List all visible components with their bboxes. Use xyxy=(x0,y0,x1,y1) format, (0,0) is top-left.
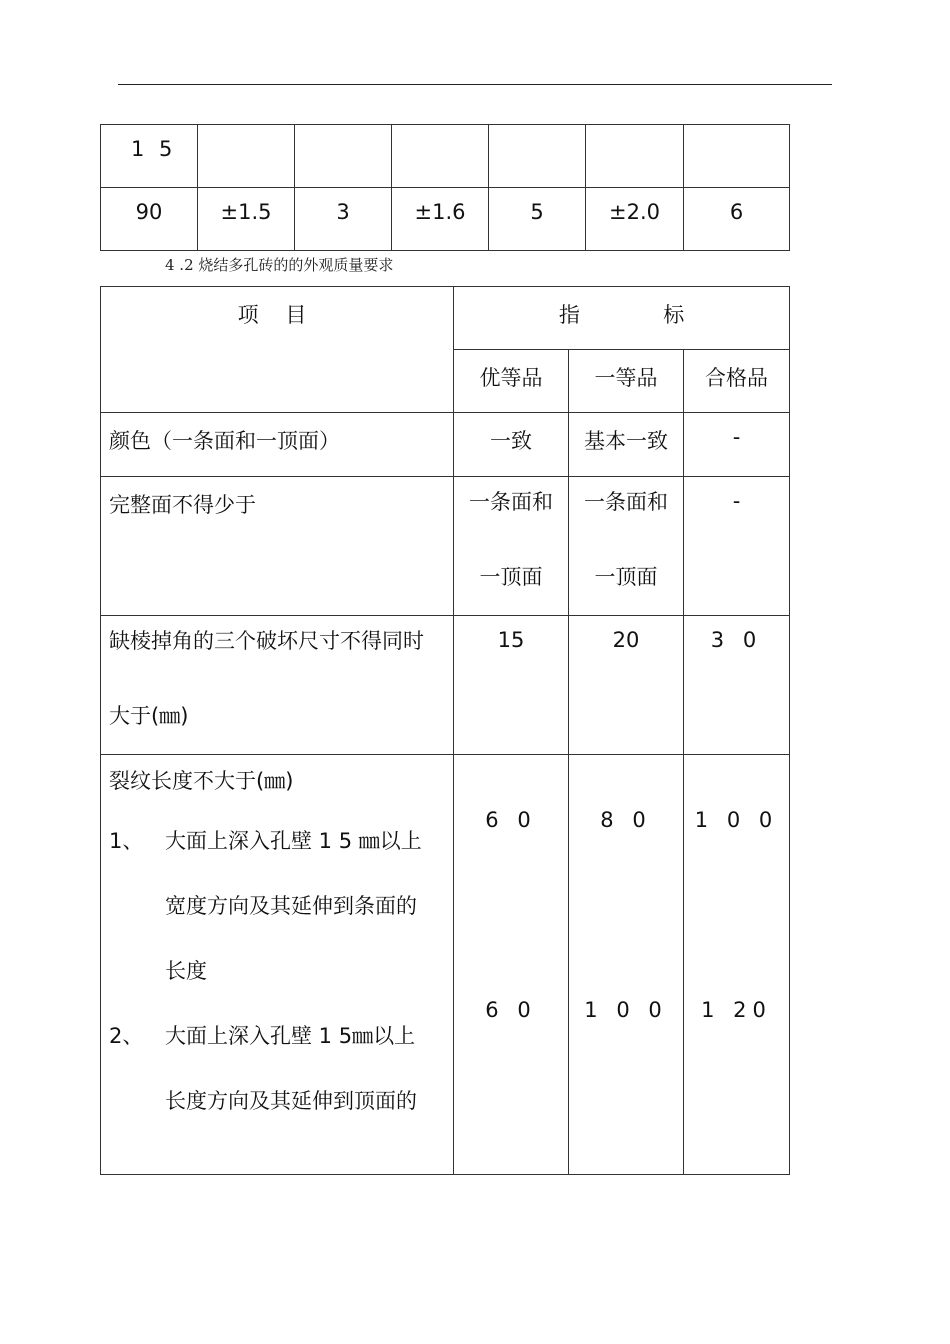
table-cell: 6 xyxy=(684,188,790,251)
table-cell: 一致 xyxy=(454,413,569,477)
cell-line: 一条面和 xyxy=(584,490,668,514)
cell-line: 缺棱掉角的三个破坏尺寸不得同时 xyxy=(109,629,424,653)
table-cell: 90 xyxy=(101,188,198,251)
table-row xyxy=(101,125,790,188)
table-cell xyxy=(198,125,295,188)
grade-header: 合格品 xyxy=(684,350,790,413)
row-label: 完整面不得少于 xyxy=(101,477,454,616)
table-cell: 15 xyxy=(454,616,569,755)
header-index-right: 标 xyxy=(663,303,685,327)
cell-value: 1 20 xyxy=(701,998,772,1022)
row-label xyxy=(101,755,454,1175)
cell-line: 一条面和 xyxy=(469,490,553,514)
cell-line: 裂纹长度不大于(㎜) xyxy=(109,769,294,793)
crack-item-1 xyxy=(109,809,453,874)
table-cell: 20 xyxy=(569,616,684,755)
item-number: 1、 xyxy=(109,829,144,853)
table-row xyxy=(101,188,790,251)
table-cell: 基本一致 xyxy=(569,413,684,477)
grade-header: 一等品 xyxy=(569,350,684,413)
table-row xyxy=(101,413,790,477)
table-cell: 1 5 xyxy=(101,125,198,188)
table-cell xyxy=(392,125,489,188)
cell-line: 大于(㎜) xyxy=(109,704,189,728)
header-index xyxy=(454,287,790,350)
table-cell xyxy=(684,755,790,1175)
table-cell: - xyxy=(684,413,790,477)
header-item: 项 目 xyxy=(101,287,454,413)
table-header-row xyxy=(101,287,790,350)
tolerance-table-fragment xyxy=(100,124,790,251)
cell-line: 长度方向及其延伸到顶面的 xyxy=(165,1089,417,1113)
table-cell: 3 0 xyxy=(684,616,790,755)
cell-value: 8 0 xyxy=(600,808,652,832)
table-row xyxy=(101,755,790,1175)
table-cell xyxy=(569,755,684,1175)
table-cell xyxy=(569,477,684,616)
table-cell xyxy=(684,125,790,188)
table-cell xyxy=(489,125,586,188)
cell-value: 6 0 xyxy=(485,808,537,832)
cell-line: 宽度方向及其延伸到条面的 xyxy=(165,894,417,918)
crack-item-2 xyxy=(109,1004,453,1069)
table-cell: ±2.0 xyxy=(586,188,684,251)
row-label: 颜色（一条面和一顶面） xyxy=(101,413,454,477)
table-cell: 3 xyxy=(295,188,392,251)
cell-value: 6 0 xyxy=(485,998,537,1022)
cell-line: 大面上深入孔壁 1 5㎜以上 xyxy=(165,1024,416,1048)
table-cell: 5 xyxy=(489,188,586,251)
cell-value: 1 0 0 xyxy=(584,998,668,1022)
table-caption: 4 .2 烧结多孔砖的的外观质量要求 xyxy=(165,256,394,274)
cell-value: 1 0 0 xyxy=(694,808,779,832)
header-index-left: 指 xyxy=(558,303,580,327)
cell-line: 大面上深入孔壁 1 5 ㎜以上 xyxy=(165,829,422,853)
grade-header: 优等品 xyxy=(454,350,569,413)
item-number: 2、 xyxy=(109,1024,144,1048)
table-cell: ±1.5 xyxy=(198,188,295,251)
table-cell xyxy=(295,125,392,188)
table-row xyxy=(101,477,790,616)
header-rule xyxy=(118,84,832,85)
table-cell xyxy=(454,477,569,616)
table-cell: ±1.6 xyxy=(392,188,489,251)
table-cell xyxy=(454,755,569,1175)
cell-line: 一顶面 xyxy=(479,565,543,589)
table-cell: - xyxy=(684,477,790,616)
table-row xyxy=(101,616,790,755)
row-label xyxy=(101,616,454,755)
cell-line: 长度 xyxy=(165,959,207,983)
table-cell xyxy=(586,125,684,188)
cell-line: 一顶面 xyxy=(594,565,658,589)
appearance-quality-table xyxy=(100,286,790,1175)
